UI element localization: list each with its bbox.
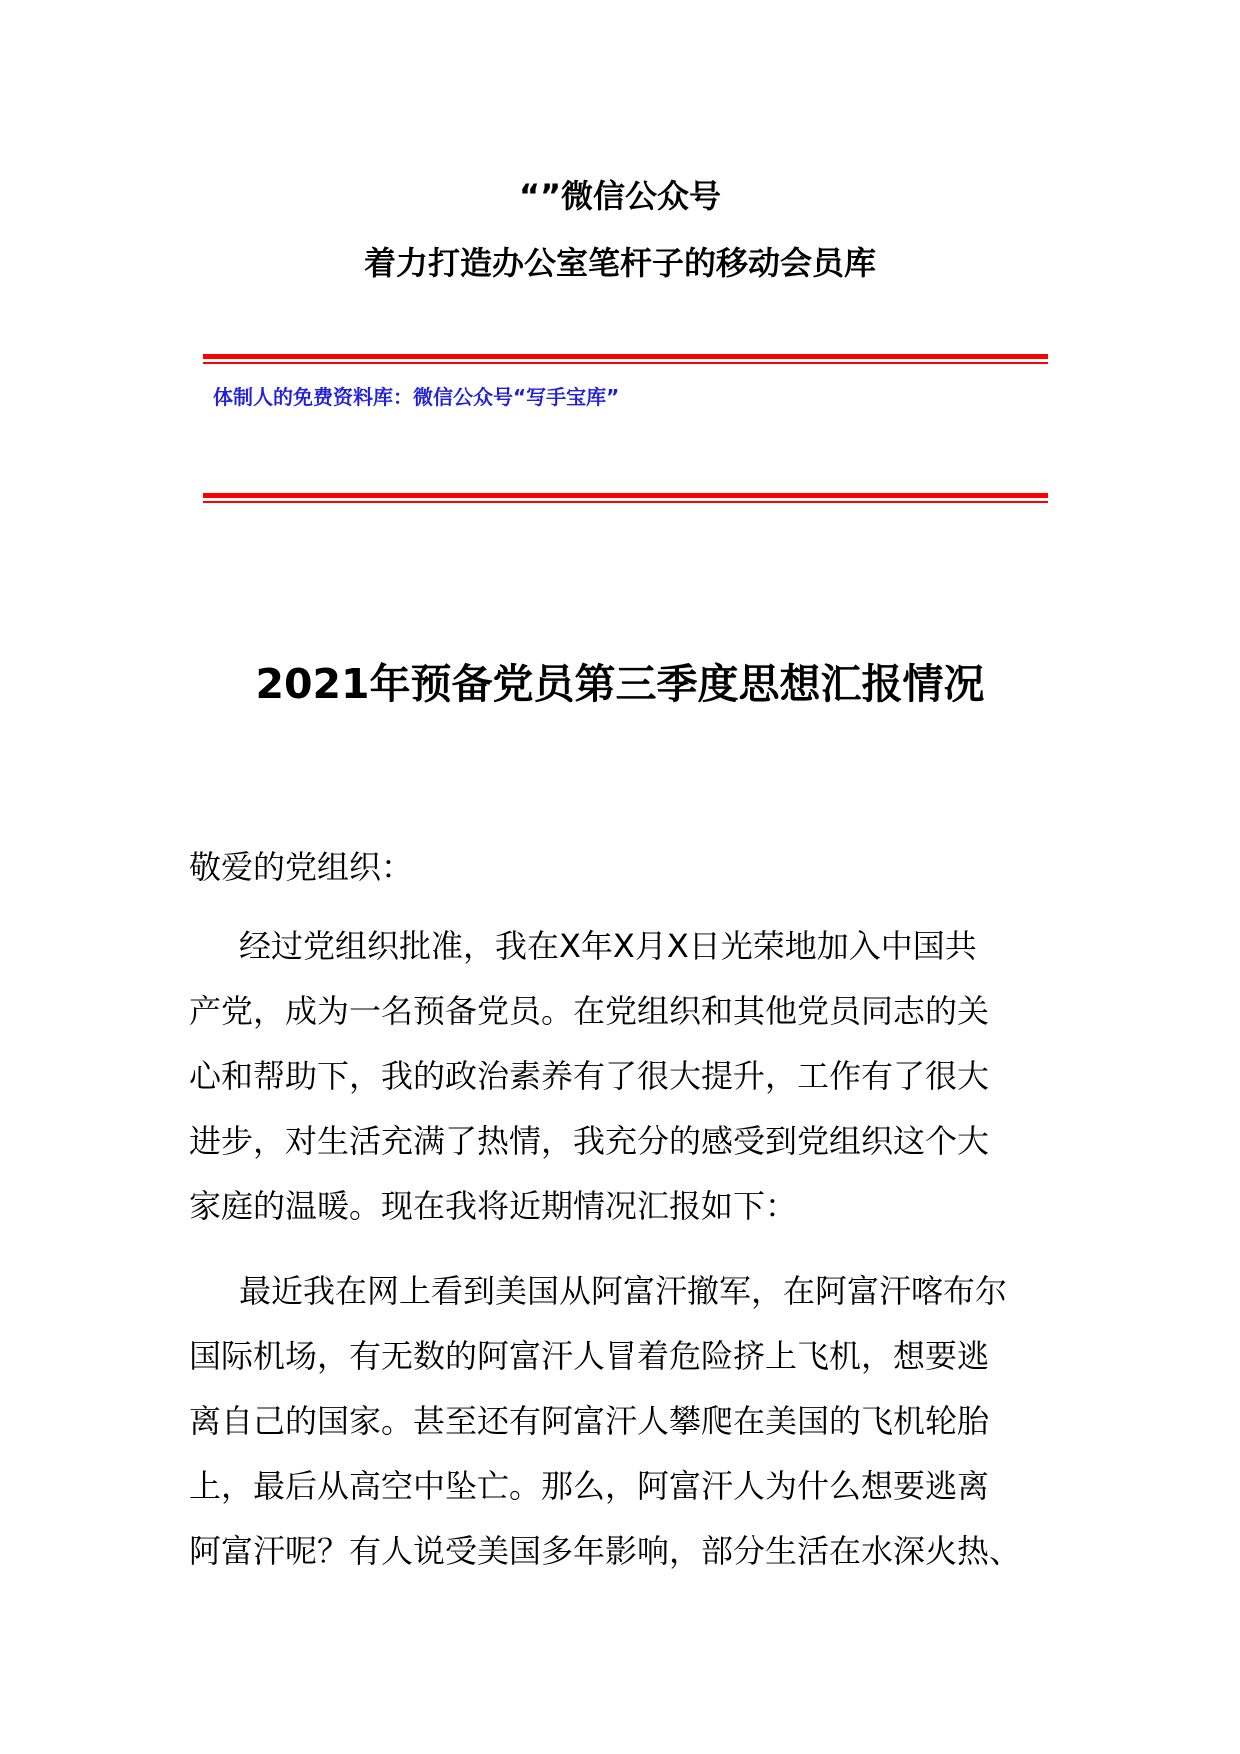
paragraph-line: 经过党组织批准，我在X年X月X日光荣地加入中国共 xyxy=(239,927,977,965)
paragraph-line: 进步，对生活充满了热情，我充分的感受到党组织这个大 xyxy=(189,1122,990,1160)
header-slogan-line: 着力打造办公室笔杆子的移动会员库 xyxy=(363,244,876,282)
paragraph-line: 产党，成为一名预备党员。在党组织和其他党员同志的关 xyxy=(189,992,990,1030)
salutation: 敬爱的党组织： xyxy=(189,848,414,886)
paragraph-line: 离自己的国家。甚至还有阿富汗人攀爬在美国的飞机轮胎 xyxy=(189,1402,990,1440)
paragraph-line: 家庭的温暖。现在我将近期情况汇报如下： xyxy=(189,1187,798,1225)
bottom-rule-thin xyxy=(203,501,1048,503)
bottom-rule-thick xyxy=(203,493,1048,498)
document-title: 2021年预备党员第三季度思想汇报情况 xyxy=(255,660,985,708)
paragraph-line: 最近我在网上看到美国从阿富汗撤军，在阿富汗喀布尔 xyxy=(239,1272,1008,1310)
paragraph-line: 上，最后从高空中坠亡。那么，阿富汗人为什么想要逃离 xyxy=(189,1467,990,1505)
banner-text: 体制人的免费资料库：微信公众号“写手宝库” xyxy=(213,385,620,409)
paragraph-line: 国际机场，有无数的阿富汗人冒着危险挤上飞机，想要逃 xyxy=(189,1337,990,1375)
header-account-line: “”微信公众号 xyxy=(518,177,722,215)
paragraph-line: 阿富汗呢？有人说受美国多年影响，部分生活在水深火热、 xyxy=(189,1532,1022,1570)
paragraph-line: 心和帮助下，我的政治素养有了很大提升，工作有了很大 xyxy=(189,1057,990,1095)
top-rule-thick xyxy=(203,354,1048,359)
top-rule-thin xyxy=(203,362,1048,364)
